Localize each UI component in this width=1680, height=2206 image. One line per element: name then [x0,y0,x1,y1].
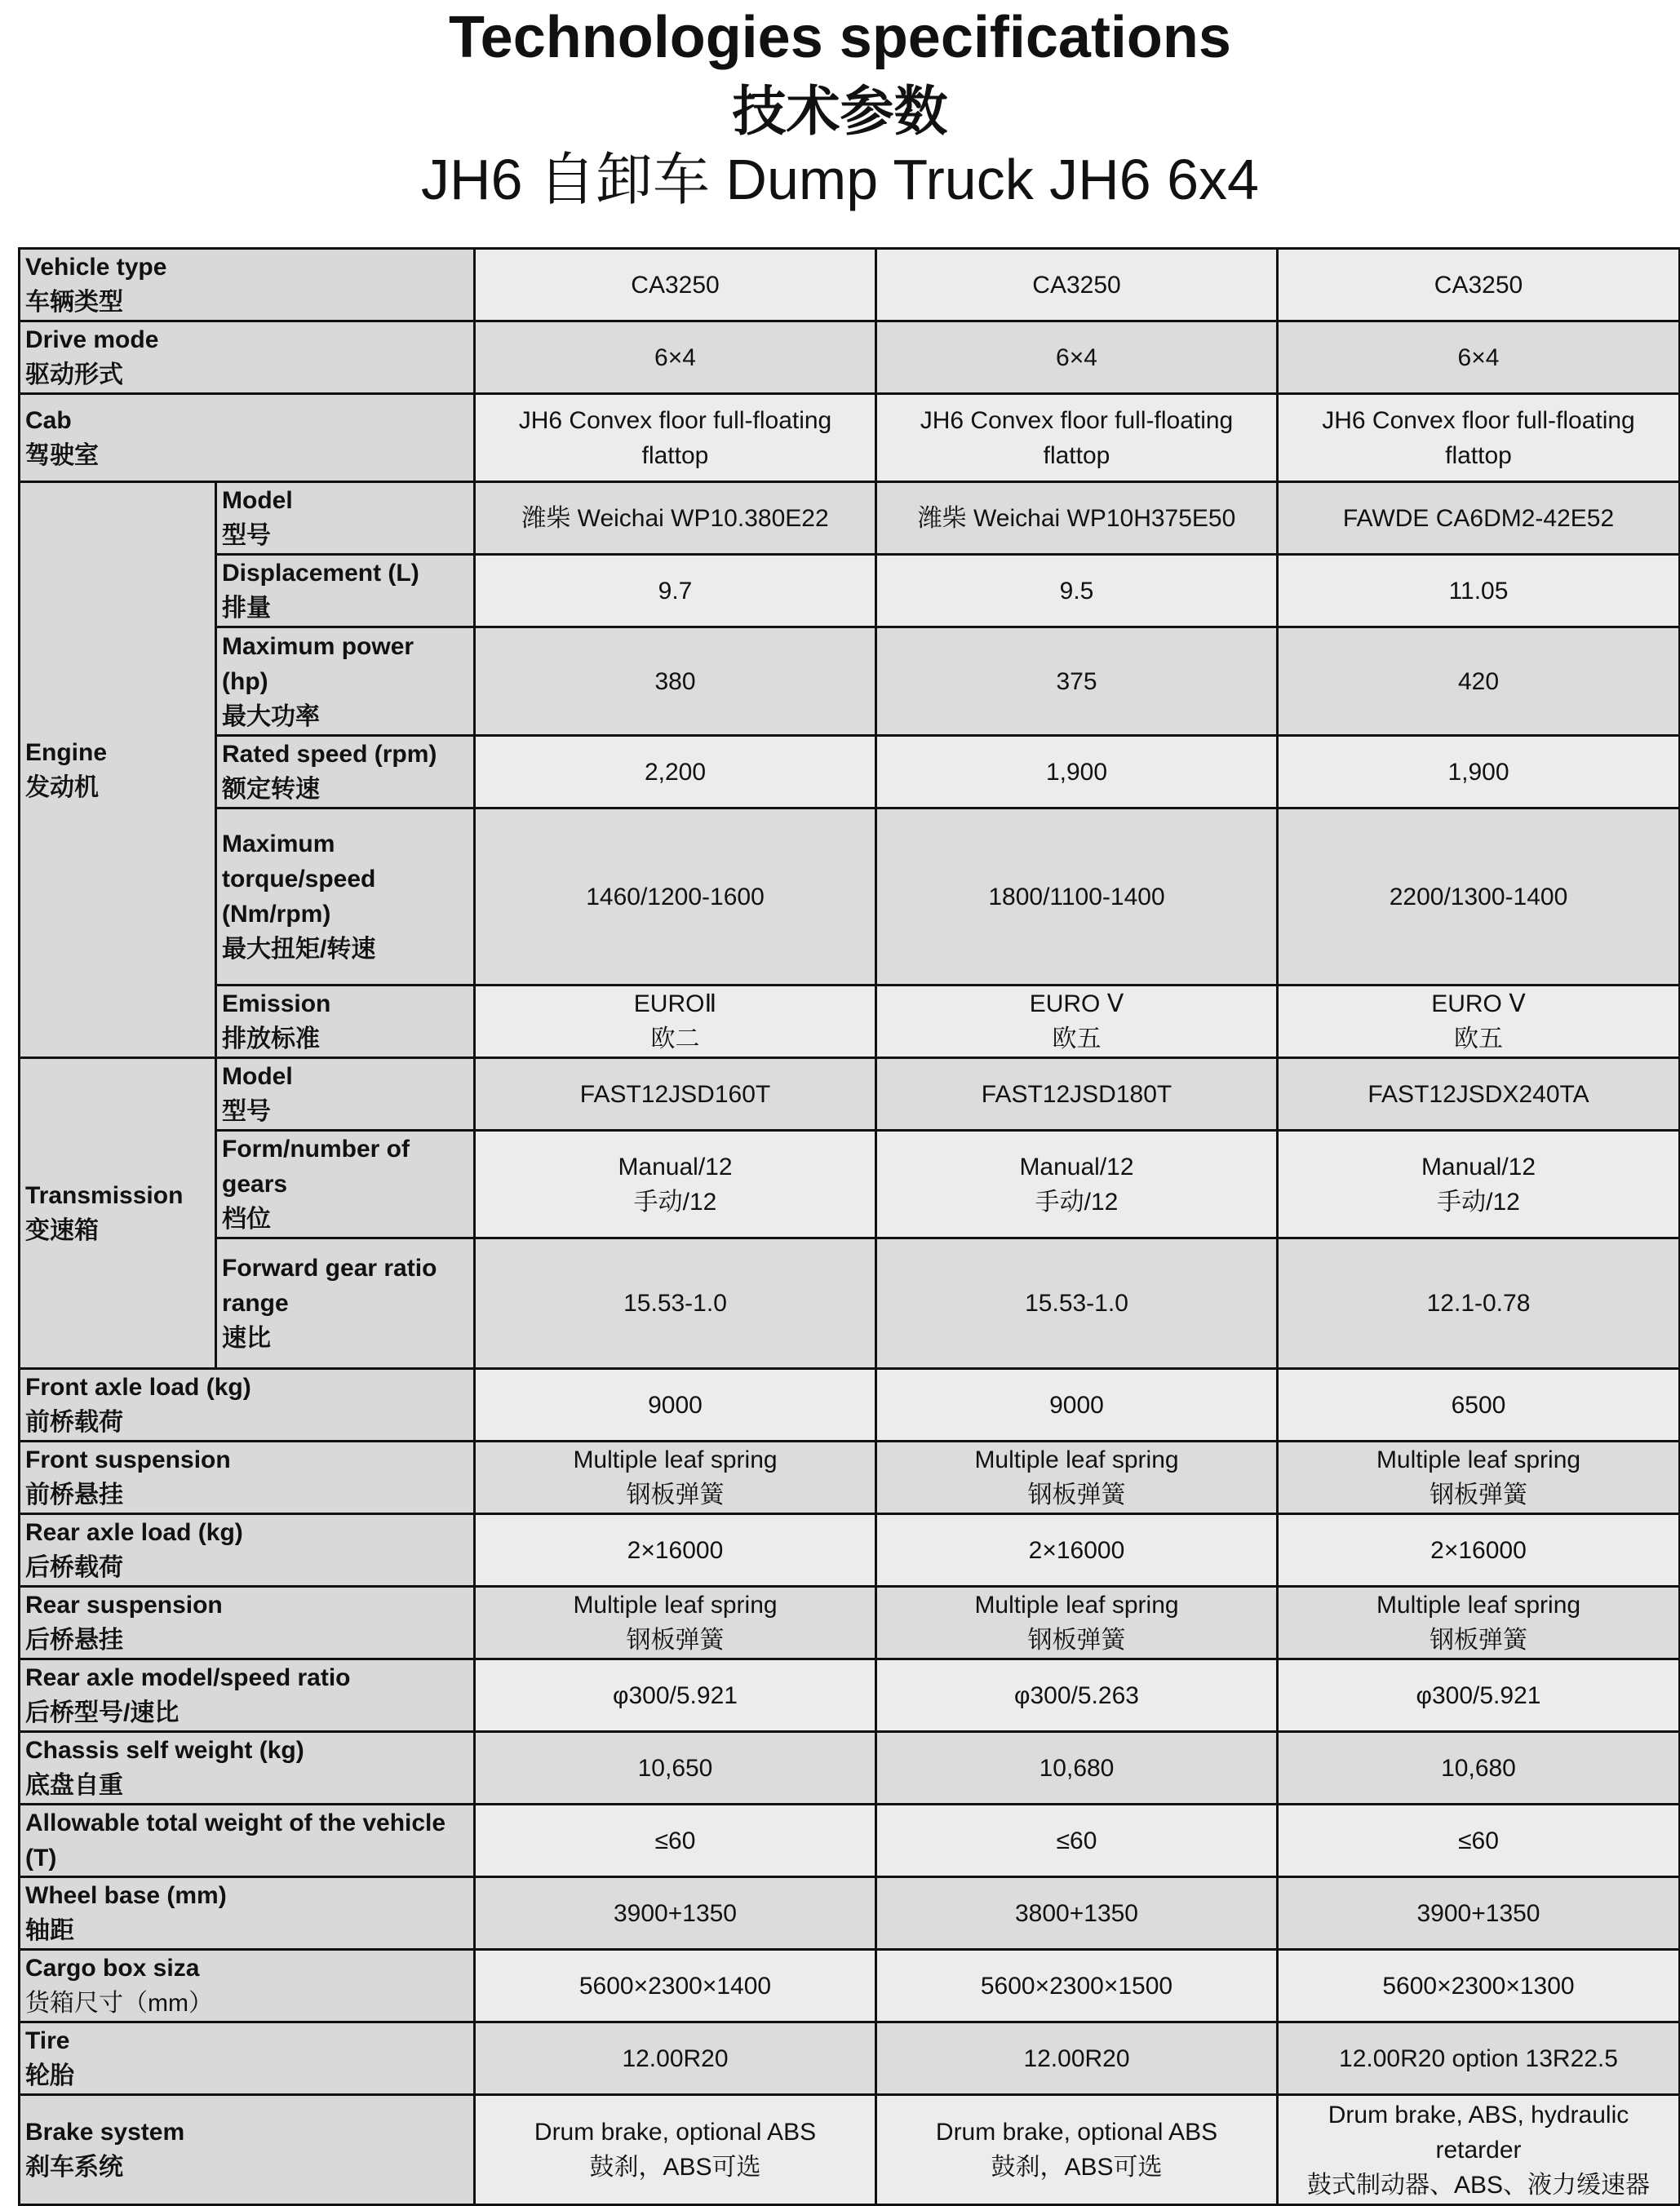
value-cell: 12.1-0.78 [1278,1238,1680,1369]
value-cell [1278,1131,1680,1238]
label-cn: 底盘自重 [25,1772,123,1799]
value-cell: 2×16000 [475,1514,876,1587]
value-line: 鼓刹，ABS可选 [991,2154,1163,2181]
row-label [20,1514,475,1587]
label-line: (T) [25,1845,57,1872]
label-en: Front axle load (kg) [25,1374,251,1401]
label-line: Form/number of [222,1136,410,1163]
value-line: 钢板弹簧 [1430,1627,1527,1654]
label-en: Tire [25,2027,70,2054]
row-chassis-weight [20,1732,1680,1805]
label-cn: 轴距 [25,1917,74,1944]
value-cell: 12.00R20 [475,2022,876,2095]
value-cell: 10,680 [876,1732,1278,1805]
row-cargo-box [20,1950,1680,2022]
label-line: 最大扭矩/转速 [222,936,376,963]
value-cell: 9000 [475,1369,876,1442]
value-cell [1278,2095,1680,2205]
value-line: Manual/12 [1421,1153,1536,1181]
value-line: 钢板弹簧 [1430,1482,1527,1508]
value-line: retarder [1435,2136,1522,2164]
row-label [20,1877,475,1950]
row-engine-displacement [20,555,1680,627]
value-cell: FAST12JSD160T [475,1058,876,1131]
label-line: Allowable total weight of the vehicle [25,1810,446,1836]
value-cell: 3900+1350 [1278,1877,1680,1950]
value-cell: 9000 [876,1369,1278,1442]
value-cell: ≤60 [475,1805,876,1877]
label-line: 档位 [222,1206,271,1233]
value-cell [475,2095,876,2205]
value-line: Multiple leaf spring [573,1446,778,1473]
value-line: 钢板弹簧 [1027,1482,1126,1508]
value-cell: CA3250 [876,249,1278,321]
row-rear-axle-load [20,1514,1680,1587]
value-cell: 1460/1200-1600 [475,808,876,986]
value-cell: 15.53-1.0 [876,1238,1278,1369]
value-cell [475,1587,876,1659]
label-cn: 刹车系统 [25,2154,123,2181]
row-label [20,1732,475,1805]
value-cell: CA3250 [1278,249,1680,321]
value-cell [1278,986,1680,1058]
value-line: Drum brake, optional ABS [935,2119,1218,2146]
value-cell [475,394,876,482]
label-en: Cab [25,406,72,434]
value-cell: ≤60 [876,1805,1278,1877]
value-cell: 420 [1278,627,1680,736]
row-label [20,1950,475,2022]
row-engine-max-power [20,627,1680,736]
value-line: 钢板弹簧 [1027,1627,1126,1654]
row-transmission-form [20,1131,1680,1238]
value-line: 欧二 [650,1025,700,1052]
label-en: Wheel base (mm) [25,1882,227,1909]
value-cell: 2×16000 [876,1514,1278,1587]
label-cn: 后桥载荷 [25,1554,123,1581]
row-engine-max-torque [20,808,1680,986]
value-cell [876,1131,1278,1238]
value-cell: FAST12JSD180T [876,1058,1278,1131]
label-line: gears [222,1171,288,1198]
label-cn: 变速箱 [25,1217,99,1244]
sub-label [216,1058,475,1131]
label-en: Emission [222,990,331,1017]
value-cell: 10,650 [475,1732,876,1805]
row-total-weight [20,1805,1680,1877]
label-cn: 车辆类型 [25,289,123,316]
label-en: Drive mode [25,326,159,353]
value-cell: φ300/5.921 [475,1659,876,1732]
label-line: range [222,1290,289,1317]
value-cell: 5600×2300×1300 [1278,1950,1680,2022]
value-line: Multiple leaf spring [573,1592,778,1619]
row-label [20,1587,475,1659]
label-en: Engine [25,738,108,766]
sub-label [216,627,475,736]
row-engine-model [20,482,1680,555]
value-cell [876,394,1278,482]
row-brake-system [20,2095,1680,2205]
label-cn: 排放标准 [222,1025,320,1052]
row-rear-axle-model [20,1659,1680,1732]
label-line: Forward gear ratio [222,1255,437,1282]
subtitle-model: JH6 自卸车 Dump Truck JH6 6x4 [421,148,1259,211]
label-cn: 额定转速 [222,776,320,803]
sub-label [216,1238,475,1369]
value-cell: φ300/5.263 [876,1659,1278,1732]
value-cell [475,1131,876,1238]
label-en: Front suspension [25,1446,231,1473]
label-line: Maximum power [222,632,414,660]
sub-label [216,986,475,1058]
spec-table [18,247,1680,2206]
group-label-engine [20,482,216,1058]
value-line: 钢板弹簧 [626,1482,725,1508]
label-line: (hp) [222,667,268,695]
value-line: 欧五 [1052,1025,1102,1052]
label-en: Rear axle model/speed ratio [25,1664,351,1691]
value-cell: 12.00R20 [876,2022,1278,2095]
label-en: Vehicle type [25,254,167,281]
value-line: Multiple leaf spring [974,1592,1179,1619]
value-line: 鼓刹，ABS可选 [589,2154,761,2181]
row-tire [20,2022,1680,2095]
value-line: JH6 Convex floor full-floating [518,406,832,434]
value-line: Drum brake, ABS, hydraulic [1328,2101,1629,2128]
row-front-suspension [20,1442,1680,1514]
value-cell: 2×16000 [1278,1514,1680,1587]
label-en: Displacement (L) [222,560,419,587]
label-cn: 发动机 [25,773,99,801]
value-line: Drum brake, optional ABS [534,2119,817,2146]
value-line: 手动/12 [633,1188,717,1216]
label-cn: 前桥悬挂 [25,1482,123,1508]
value-cell: 12.00R20 option 13R22.5 [1278,2022,1680,2095]
row-label [20,1369,475,1442]
sub-label [216,1131,475,1238]
value-line: 欧五 [1454,1025,1503,1052]
value-line: flattop [1445,441,1512,469]
row-label [20,249,475,321]
row-drive-mode [20,321,1680,394]
label-cn: 排量 [222,595,271,622]
label-cn: 型号 [222,522,271,549]
label-en: Model [222,487,293,514]
title-english: Technologies specifications [449,5,1231,70]
value-line: 钢板弹簧 [626,1627,725,1654]
value-line: flattop [641,441,709,469]
value-cell: 3900+1350 [475,1877,876,1950]
label-cn: 驾驶室 [25,441,99,469]
value-cell: 9.7 [475,555,876,627]
value-line: EURO Ⅴ [1431,990,1526,1017]
value-line: Multiple leaf spring [1376,1592,1581,1619]
sub-label [216,555,475,627]
label-cn: 前桥载荷 [25,1409,123,1436]
value-cell: FAWDE CA6DM2-42E52 [1278,482,1680,555]
sub-label [216,736,475,808]
label-line: (Nm/rpm) [222,901,331,928]
value-line: Multiple leaf spring [1376,1446,1581,1473]
value-cell [876,1442,1278,1514]
value-cell: CA3250 [475,249,876,321]
label-line: torque/speed [222,866,376,893]
label-en: Cargo box siza [25,1955,200,1982]
label-cn: 型号 [222,1098,271,1125]
row-vehicle-type [20,249,1680,321]
row-engine-rated-speed [20,736,1680,808]
value-line: EUROⅡ [633,990,717,1017]
label-cn: 后桥悬挂 [25,1627,123,1654]
value-cell: 2200/1300-1400 [1278,808,1680,986]
row-label [20,1442,475,1514]
row-label [20,394,475,482]
group-label-transmission [20,1058,216,1369]
label-en: Chassis self weight (kg) [25,1737,304,1764]
label-en: Brake system [25,2119,185,2146]
value-cell [475,986,876,1058]
label-en: Rear axle load (kg) [25,1519,243,1546]
value-line: Multiple leaf spring [974,1446,1179,1473]
value-cell: 6×4 [475,321,876,394]
row-wheel-base [20,1877,1680,1950]
value-line: 鼓式制动器、ABS、液力缓速器 [1306,2171,1651,2199]
value-line: 手动/12 [1035,1188,1119,1216]
label-en: Rear suspension [25,1592,223,1619]
value-cell: FAST12JSDX240TA [1278,1058,1680,1131]
value-cell: ≤60 [1278,1805,1680,1877]
value-line: Manual/12 [1019,1153,1134,1181]
value-cell: φ300/5.921 [1278,1659,1680,1732]
label-line: Maximum [222,831,335,857]
row-transmission-ratio [20,1238,1680,1369]
value-cell: 6×4 [1278,321,1680,394]
label-cn: 货箱尺寸（mm） [25,1990,213,2017]
value-cell: 11.05 [1278,555,1680,627]
row-front-axle-load [20,1369,1680,1442]
value-cell: 10,680 [1278,1732,1680,1805]
label-en: Model [222,1063,293,1090]
row-cab [20,394,1680,482]
value-cell [876,986,1278,1058]
value-line: 手动/12 [1437,1188,1520,1216]
value-cell [876,1587,1278,1659]
label-line: 速比 [222,1325,271,1352]
value-cell [876,2095,1278,2205]
value-cell: 5600×2300×1400 [475,1950,876,2022]
title-chinese: 技术参数 [732,81,948,141]
value-cell: 6500 [1278,1369,1680,1442]
label-en: Rated speed (rpm) [222,741,437,768]
row-label [20,2095,475,2205]
value-cell: 5600×2300×1500 [876,1950,1278,2022]
value-cell [1278,1587,1680,1659]
label-line: 最大功率 [222,702,320,730]
label-en: Transmission [25,1182,184,1209]
value-cell: 375 [876,627,1278,736]
row-engine-emission [20,986,1680,1058]
value-cell: 9.5 [876,555,1278,627]
label-cn: 驱动形式 [25,361,123,388]
value-cell [1278,1442,1680,1514]
value-cell: 6×4 [876,321,1278,394]
row-label [20,1805,475,1877]
value-cell: 15.53-1.0 [475,1238,876,1369]
value-line: Manual/12 [618,1153,733,1181]
row-label [20,2022,475,2095]
value-cell: 380 [475,627,876,736]
row-rear-suspension [20,1587,1680,1659]
row-label [20,1659,475,1732]
value-cell: 潍柴 Weichai WP10.380E22 [475,482,876,555]
sub-label [216,482,475,555]
value-line: flattop [1043,441,1110,469]
label-cn: 轮胎 [25,2062,74,2089]
row-label [20,321,475,394]
value-cell [1278,394,1680,482]
value-cell [475,1442,876,1514]
value-line: EURO Ⅴ [1029,990,1124,1017]
value-cell: 3800+1350 [876,1877,1278,1950]
value-cell: 1800/1100-1400 [876,808,1278,986]
label-cn: 后桥型号/速比 [25,1699,180,1726]
value-line: JH6 Convex floor full-floating [920,406,1234,434]
value-cell: 2,200 [475,736,876,808]
value-cell: 1,900 [1278,736,1680,808]
value-line: JH6 Convex floor full-floating [1322,406,1635,434]
row-transmission-model [20,1058,1680,1131]
value-cell: 潍柴 Weichai WP10H375E50 [876,482,1278,555]
sub-label [216,808,475,986]
value-cell: 1,900 [876,736,1278,808]
